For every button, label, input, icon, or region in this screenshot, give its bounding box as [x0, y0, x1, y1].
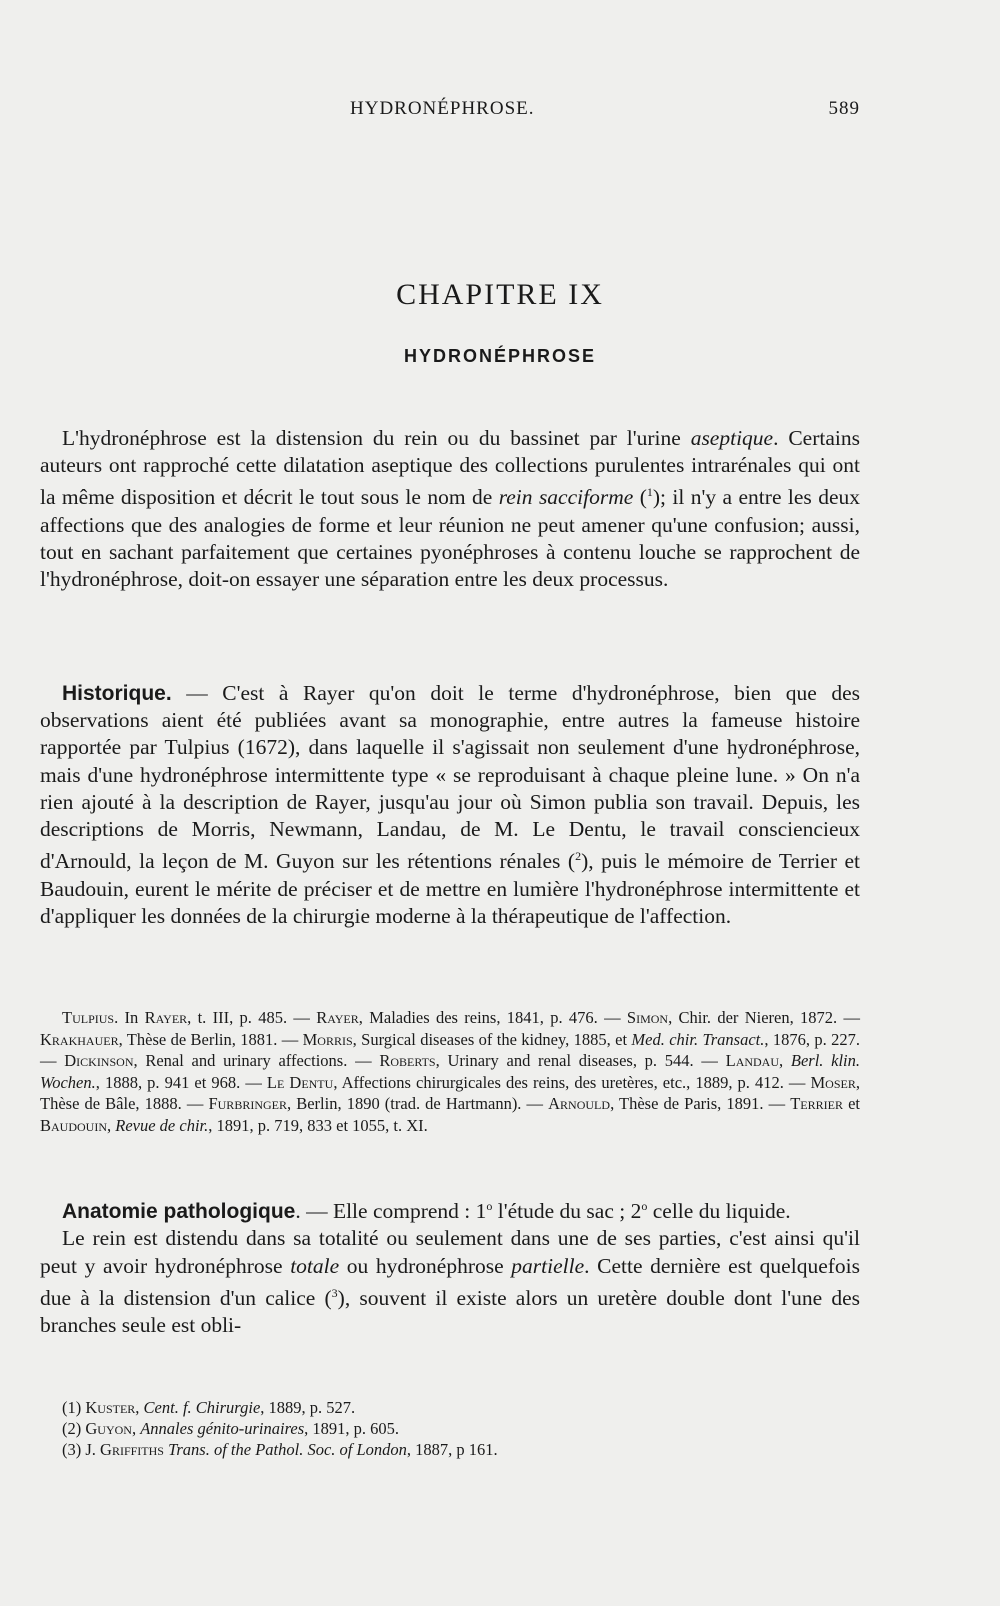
bib-text: , Thèse de Bâle, 1888. — — [40, 1072, 860, 1113]
intro-text: L'hydronéphrose est la distension du rein ou du bassinet par l'urine — [62, 426, 691, 450]
footnote-work: Trans. of the Pathol. Soc. of London — [168, 1440, 407, 1459]
footnote-ref: 3 — [331, 1285, 338, 1300]
footnote-mark: (1) — [62, 1398, 82, 1417]
bib-text: , 1888, p. 941 et 968. — — [95, 1072, 267, 1092]
bib-author: Krakhauer — [40, 1029, 119, 1049]
ordinal-mark: o — [486, 1199, 493, 1213]
intro-text: ( — [633, 485, 647, 510]
intro-italic: rein sacciforme — [498, 485, 634, 510]
anatomie-text: ), souvent il existe alors un uretère double dont l'une des branches seule est obli- — [40, 1285, 860, 1338]
anatomie-section — [40, 1193, 860, 1339]
chapter-title: CHAPITRE IX — [396, 278, 604, 311]
footnote-author: Guyon — [85, 1419, 132, 1438]
anatomie-text: celle du liquide. — [647, 1199, 791, 1224]
footnote-work: Cent. f. Chirurgie — [143, 1398, 261, 1417]
footnote-1: (1) Kuster, Cent. f. Chirurgie, 1889, p. 527. — [62, 1398, 356, 1417]
footnote-rest: , 1889, p. 527. — [260, 1398, 356, 1417]
bib-author: Furbringer — [208, 1094, 287, 1113]
anatomie-italic: partielle — [511, 1253, 585, 1278]
footnote-ref: 2 — [575, 849, 582, 864]
anatomie-text: . — Elle comprend : 1 — [295, 1199, 487, 1224]
bib-author: Tulpius — [62, 1008, 115, 1027]
historique-text: ), puis le mémoire de Terrier et Baudouin, eurent le mérite de préciser et de mettre en lumière l'hydronéphrose intermittente et d'appliquer les données de la chirurgie moderne à la thérapeutique de l'affection. — [40, 849, 860, 928]
bib-author: Landau — [725, 1051, 780, 1070]
bib-text: , 1876, p. 227. — — [40, 1029, 860, 1070]
bib-text: , Thèse de Berlin, 1881. — — [118, 1029, 303, 1049]
footnote-2: (2) Guyon, Annales génito-urinaires, 1891, p. 605. — [62, 1419, 400, 1438]
section-heading-anatomie: Anatomie pathologique — [62, 1200, 296, 1224]
bib-author: Moser — [810, 1072, 856, 1092]
historique-section — [40, 680, 860, 930]
bib-author: Arnould — [548, 1094, 611, 1113]
bib-text: , Affections chirurgicales des reins, des uretères, etc., 1889, p. 412. — — [333, 1072, 811, 1092]
bib-journal: Berl. klin. Wochen. — [40, 1051, 861, 1092]
bib-author: Baudouin — [40, 1115, 107, 1135]
bib-author: Morris — [302, 1029, 353, 1049]
ordinal-mark: o — [641, 1199, 648, 1213]
bib-text: , Renal and urinary affections. — — [133, 1051, 380, 1070]
footnotes — [62, 1397, 842, 1460]
bib-text: , — [107, 1115, 116, 1135]
intro-text: . Certains auteurs ont rapproché cette dilatation aseptique des collections purulentes intrarénales qui ont la même disposition et décrit le tout sous le nom de — [40, 426, 860, 510]
footnote-work: Annales génito-urinaires — [140, 1419, 305, 1438]
bib-text: et — [842, 1094, 860, 1113]
bib-journal: Med. chir. Transact. — [631, 1029, 765, 1049]
footnote-mark: (2) — [62, 1419, 82, 1438]
bib-text: , Urinary and renal diseases, p. 544. — — [435, 1051, 726, 1070]
footnote-author: Kuster — [85, 1398, 136, 1417]
anatomie-text: l'étude du sac ; 2 — [492, 1199, 642, 1224]
bib-text: , Berlin, 1890 (trad. de Hartmann). — — [287, 1094, 549, 1113]
chapter-subtitle: HYDRONÉPHROSE — [403, 346, 597, 366]
bib-text: . In — [114, 1008, 145, 1027]
running-title: HYDRONÉPHROSE. — [350, 98, 535, 119]
footnote-ref: 1 — [646, 485, 653, 500]
intro-text: ); il n'y a entre les deux affections que des analogies de forme et leur réunion ne peut amener qu'une confusion; aussi, tout en sachant parfaitement que certaines pyonéphroses à contenu louche se rapprochent de l'hydronéphrose, doit-on essayer une séparation entre les deux processus. — [40, 485, 860, 592]
bib-text: , Chir. der Nieren, 1872. — — [668, 1008, 860, 1027]
bib-author: Dickinson — [64, 1051, 134, 1070]
anatomie-text: . Cette dernière est quelquefois due à la distension d'un calice ( — [40, 1253, 860, 1310]
footnote-3 — [62, 1439, 842, 1460]
bib-text: , — [779, 1051, 791, 1070]
footnote-rest: , 1887, p 161. — [406, 1440, 498, 1459]
anatomie-text: ou hydronéphrose — [339, 1253, 512, 1278]
section-heading-historique: Historique. — [62, 682, 172, 705]
bib-text: , Maladies des reins, 1841, p. 476. — — [358, 1008, 627, 1027]
historique-text: — C'est à Rayer qu'on doit le terme d'hydronéphrose, bien que des observations aient été publiées avant sa monographie, entre autres la fameuse histoire rapportée par Tulpius (1672), dans laquelle il s'agissait non seulement d'une hydronéphrose, mais d'une hydronéphrose intermittente type « se reproduisant à chaque pleine lune. » On n'a rien ajouté à la description de Rayer, jusqu'au jour où Simon publia son travail. Depuis, les descriptions de Morris, Newmann, Landau, de M. Le Dentu, le travail consciencieux d'Arnould, la leçon de M. Guyon sur les rétentions rénales ( — [40, 681, 860, 874]
anatomie-italic: totale — [290, 1253, 340, 1278]
footnote-author: J. Griffiths — [85, 1440, 164, 1459]
bib-author: Roberts — [379, 1051, 436, 1070]
intro-italic: aseptique — [690, 426, 774, 450]
bib-author: Rayer — [316, 1008, 359, 1027]
footnote-rest: , 1891, p. 605. — [304, 1419, 400, 1438]
bib-author: Simon — [626, 1008, 669, 1027]
footnote-mark: (3) — [62, 1440, 82, 1459]
intro-paragraph — [40, 425, 860, 593]
bibliography-block — [40, 1007, 860, 1136]
bib-text: , Surgical diseases of the kidney, 1885, et — [352, 1029, 632, 1049]
anatomie-text: Le rein est distendu dans sa totalité ou seulement dans une de ses parties, c'est ainsi qu'il peut y avoir hydronéphrose — [40, 1226, 860, 1278]
bib-author: Le Dentu — [266, 1072, 334, 1092]
page-number: 589 — [828, 98, 860, 119]
bib-text: , 1891, p. 719, 833 et 1055, t. XI. — [208, 1115, 428, 1135]
bib-author: Rayer — [144, 1008, 188, 1027]
bib-journal: Revue de chir. — [115, 1115, 209, 1135]
bib-text: , Thèse de Paris, 1891. — — [610, 1094, 791, 1113]
bib-text: , t. III, p. 485. — — [187, 1008, 317, 1027]
bib-author: Terrier — [790, 1094, 843, 1113]
